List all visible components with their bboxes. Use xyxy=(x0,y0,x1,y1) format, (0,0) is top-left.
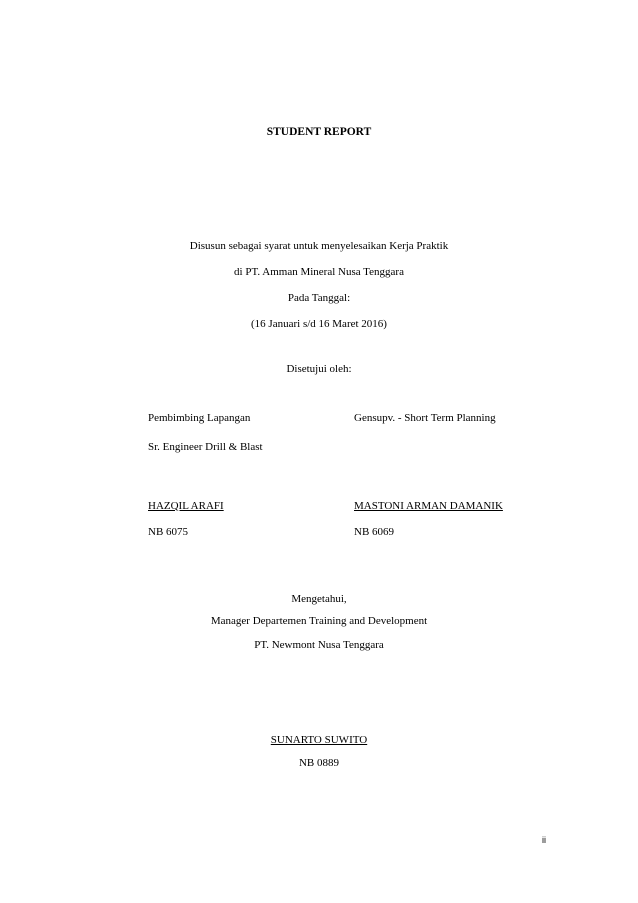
report-title: STUDENT REPORT xyxy=(266,126,372,138)
intro-line-date-label: Pada Tanggal: xyxy=(287,292,351,304)
right-signatory-role: Gensupv. - Short Term Planning xyxy=(354,412,496,424)
left-signatory-role: Pembimbing Lapangan xyxy=(148,412,251,424)
page-number: ii xyxy=(542,835,546,845)
left-signatory-name: HAZQIL ARAFI xyxy=(148,500,224,512)
left-signatory-position: Sr. Engineer Drill & Blast xyxy=(148,441,263,453)
intro-line-date-range: (16 Januari s/d 16 Maret 2016) xyxy=(251,318,387,330)
intro-line-purpose: Disusun sebagai syarat untuk menyelesaikan Kerja Praktik xyxy=(189,240,449,252)
right-signatory-id: NB 6069 xyxy=(354,526,395,538)
acknowledged-company: PT. Newmont Nusa Tenggara xyxy=(254,639,384,651)
acknowledged-label: Mengetahui, xyxy=(291,593,347,605)
acknowledged-name: SUNARTO SUWITO xyxy=(270,734,368,746)
intro-line-company: di PT. Amman Mineral Nusa Tenggara xyxy=(234,266,404,278)
acknowledged-id: NB 0889 xyxy=(298,757,340,769)
left-signatory-id: NB 6075 xyxy=(148,526,189,538)
approved-by-label: Disetujui oleh: xyxy=(286,363,352,375)
right-signatory-name: MASTONI ARMAN DAMANIK xyxy=(354,500,503,512)
acknowledged-position: Manager Departemen Training and Development xyxy=(210,615,428,627)
